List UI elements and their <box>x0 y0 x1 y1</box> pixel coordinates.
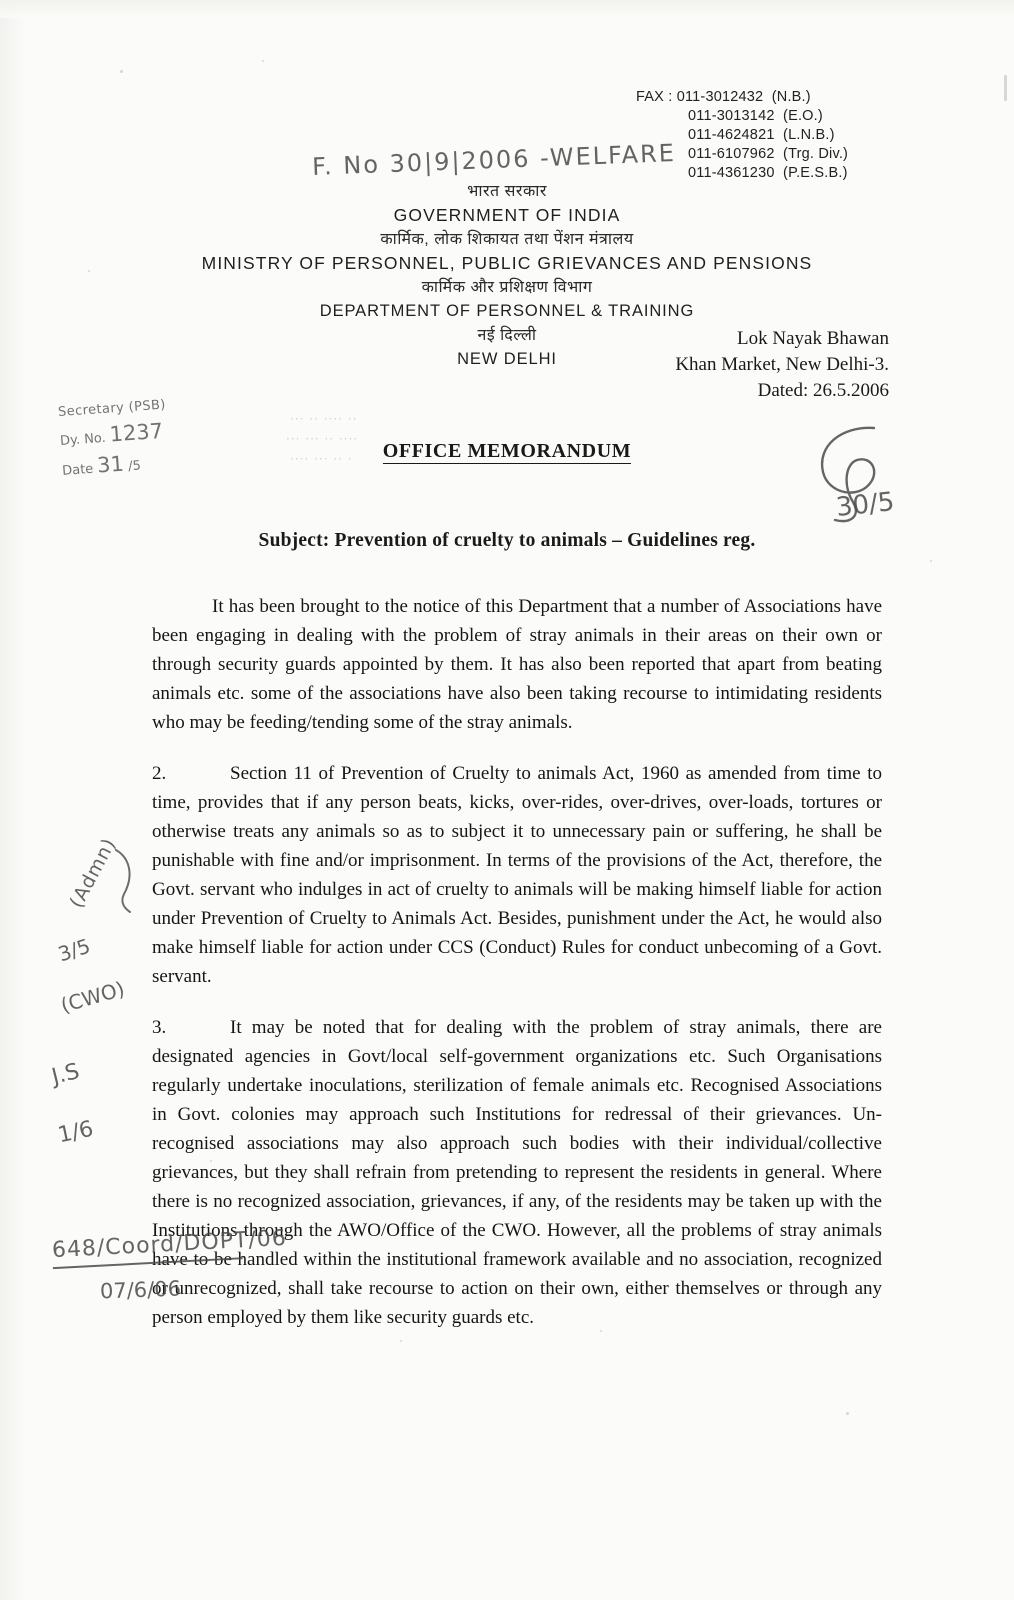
letterhead-line-hi: भारत सरकार <box>467 183 547 200</box>
stamp-diary-label: Dy. No. <box>59 430 107 449</box>
margin-pointer-icon <box>108 846 148 916</box>
document-title-text: OFFICE MEMORANDUM <box>382 440 632 462</box>
scan-speck <box>846 1412 849 1415</box>
margin-note-cwo: (CWO) <box>57 976 128 1018</box>
address-line: Lok Nayak Bhawan <box>737 328 889 349</box>
stamp-date-slash: /5 <box>127 458 142 475</box>
fax-line <box>636 107 848 126</box>
signature-date-mark: 30/5 <box>834 487 896 523</box>
margin-note-date: 07/6/06 <box>99 1276 182 1304</box>
paragraph <box>152 759 882 991</box>
paragraph-number: 2. <box>152 763 167 784</box>
scan-edge-top <box>0 0 1014 18</box>
fax-number: 011-4624821 (L.N.B.) <box>688 127 835 143</box>
letterhead-line-en: MINISTRY OF PERSONNEL, PUBLIC GRIEVANCES AND PENSIONS <box>201 253 813 273</box>
address-block <box>675 326 889 404</box>
fax-numbers-block <box>636 88 848 183</box>
margin-note-date-a: 3/5 <box>55 933 94 967</box>
letterhead-line-hi: कार्मिक, लोक शिकायत तथा पेंशन मंत्रालय <box>380 231 634 248</box>
scan-speck <box>930 560 932 562</box>
stamp-date-value: 31 <box>96 451 125 478</box>
paragraph-text: Section 11 of Prevention of Cruelty to animals Act, 1960 as amended from time to time, provides that if any person beats, kicks, over-rides, over-drives, over-loads, tortures or otherwise treats any animals so as to subject it to unnecessary pain or suffering, he shall be punishable with fine and/or imprisonment. In terms of the provisions of the Act, therefore, the Govt. servant who indulges in act of cruelty to animals will be making himself liable for action under Prevention of Cruelty to Animals Act. Besides, punishment under the Act, he would also make himself liable for action under CCS (Conduct) Rules for conduct unbecoming of a Govt. servant. <box>152 763 882 987</box>
document-date: Dated: 26.5.2006 <box>757 380 889 401</box>
stamp-date-label: Date <box>61 461 94 479</box>
ghost-mark: ··· ·· ···· ·· <box>290 412 358 426</box>
fax-number: 011-3012432 (N.B.) <box>676 89 811 105</box>
handwritten-file-number: F. No 30|9|2006 -WELFARE <box>311 139 677 181</box>
margin-note-js: J.S <box>49 1059 83 1090</box>
ghost-mark: ···· ··· ·· · <box>290 452 353 466</box>
inward-diary-stamp <box>58 391 263 480</box>
margin-note-admn: (Admn) <box>65 834 121 912</box>
letterhead-line-en: DEPARTMENT OF PERSONNEL & TRAINING <box>319 302 695 320</box>
address-line: Khan Market, New Delhi-3. <box>675 354 889 375</box>
fax-number: 011-6107962 (Trg. Div.) <box>688 146 849 162</box>
stamp-diary-number: 1237 <box>108 418 164 447</box>
letterhead-line-en: GOVERNMENT OF INDIA <box>393 205 621 225</box>
letterhead-line-hi: कार्मिक और प्रशिक्षण विभाग <box>421 279 593 296</box>
scan-speck <box>1004 75 1007 101</box>
margin-note-reference-text: 648/Coord/DOPT/06 <box>51 1225 288 1264</box>
letterhead-line-en: NEW DELHI <box>457 350 557 368</box>
fax-label: FAX : <box>636 89 673 105</box>
stamp-authority: Secretary (PSB) <box>57 397 167 421</box>
subject-line: Subject: Prevention of cruelty to animals – Guidelines reg. <box>258 530 756 551</box>
margin-note-initial: 1/6 <box>55 1116 96 1149</box>
letterhead-line-hi: नई दिल्ली <box>477 327 537 344</box>
paragraph-text: It has been brought to the notice of this Department that a number of Associations have been engaging in dealing with the problem of stray animals in their areas on their own or through security guards appointed by them. It has also been reported that apart from beating animals etc. some of the associations have also been taking recourse to intimidating residents who may be feeding/tending some of the stray animals. <box>152 596 882 733</box>
paragraph <box>152 592 882 737</box>
scan-speck <box>120 70 123 73</box>
fax-number: 011-3013142 (E.O.) <box>688 108 823 124</box>
fax-number: 011-4361230 (P.E.S.B.) <box>688 165 848 181</box>
paragraph-number: 3. <box>152 1017 167 1038</box>
paragraph-text: It may be noted that for dealing with the problem of stray animals, there are designated agencies in Govt/local self-government organizations etc. Such Organisations regularly undertake inoculations, sterilization of female animals etc. Recognised Associations in Govt. colonies may approach such Institutions for redressal of their grievances. Un-recognised associations may also approach such bodies with their individual/collective grievances, but they shall refrain from pretending to represent the residents in general. Where there is no recognized association, grievances, if any, of the residents may be taken up with the Institutions through the AWO/Office of the CWO. However, all the problems of stray animals have to be handled within the institutional framework available and no association, recognized or unrecognized, shall take recourse to action on their own, either themselves or through any person employed by them like security guards etc. <box>152 1017 882 1328</box>
ghost-mark: ··· ··· ·· ···· <box>286 432 359 446</box>
scan-speck <box>262 60 264 62</box>
fax-line <box>636 88 848 107</box>
paragraph <box>152 1013 882 1332</box>
